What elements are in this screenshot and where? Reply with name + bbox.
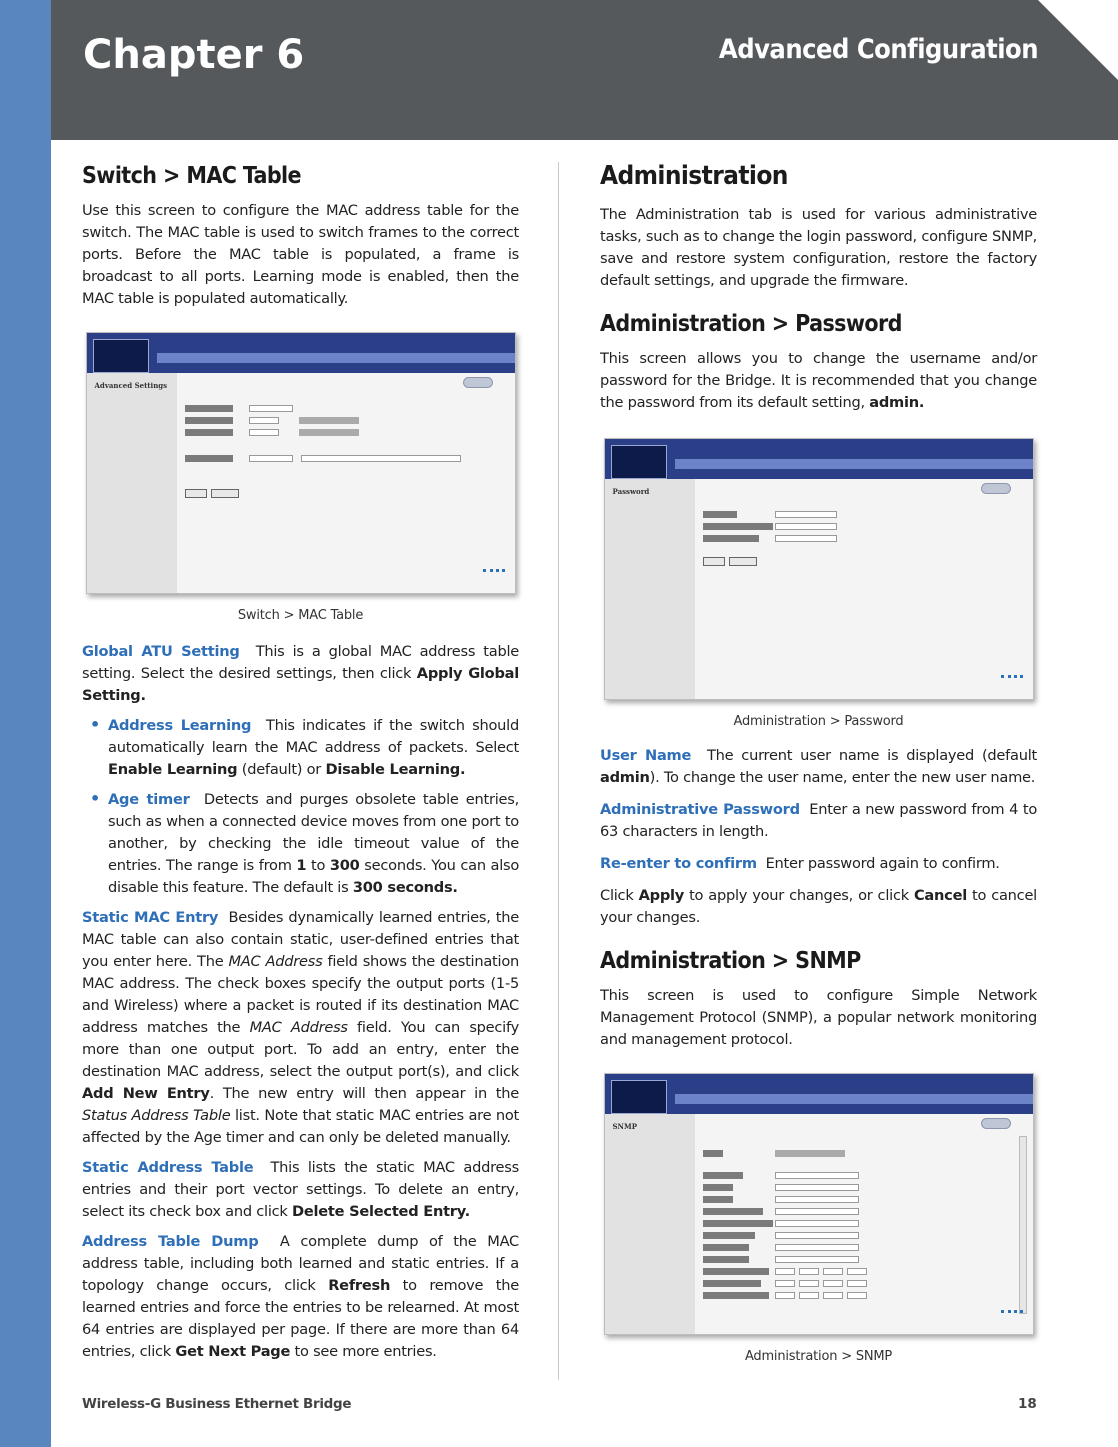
password-screenshot: Password (604, 438, 1034, 700)
reenter-text1: Enter password again to confirm. (765, 855, 1000, 872)
footer-page-number: 18 (1018, 1396, 1037, 1412)
address-learning-text (108, 715, 519, 781)
address-learning-bullet: • Address Learning This indicates if the switch should automatically learn the MAC address of packets. Select Enable Learning (default) or Disable Learning. (82, 715, 519, 781)
user-name-text1: The current user name is displayed (default (706, 747, 1037, 764)
snmp-screenshot: SNMP (604, 1073, 1034, 1335)
age-timer-text (108, 789, 519, 899)
password-caption: Administration > Password (733, 714, 904, 729)
left-column (82, 160, 519, 1363)
dump-text2: to remove the learned entries and force the entries to be relearned. At most 64 entries are displayed per page. If there are more than 64 entries, click (82, 1277, 519, 1360)
age-timer-bold1: 1 (296, 857, 307, 874)
chapter-title: Chapter 6 (83, 32, 305, 78)
mac-table-intro: Use this screen to configure the MAC address table for the switch. The MAC table is used to switch frames to the correct ports. Before the MAC table is populated, a frame is broadcast to all ports. Learning mode is enabled, then the MAC table is populated automatically. (82, 202, 519, 307)
chapter-header (51, 0, 1118, 140)
age-timer-bold3: 300 seconds. (352, 879, 458, 896)
age-timer-text3: seconds. You can also disable this feature. The default is (108, 857, 520, 896)
reenter-paragraph (600, 853, 1037, 875)
apply-text3: to cancel your changes. (600, 887, 1037, 926)
user-name-text2: ). To change the user name, enter the new user name. (649, 769, 1036, 786)
snmp-caption: Administration > SNMP (744, 1349, 893, 1364)
age-timer-term: Age timer (108, 791, 190, 808)
mac-table-heading: Switch > MAC Table (82, 163, 301, 189)
admin-password-paragraph (600, 799, 1037, 843)
apply-text2: to apply your changes, or click (689, 887, 909, 904)
static-mac-text5: list. Note that static MAC entries are not affected by the Age timer and can only be deleted manually. (82, 1107, 519, 1146)
dump-text1: A complete dump of the MAC address table, including both learned and static entries. If a topology change occurs, click (82, 1233, 519, 1294)
administration-intro: The Administration tab is used for various administrative tasks, such as to change the login password, configure SNMP, save and restore system configuration, restore the factory default settings, and upgrade the firmware. (600, 206, 1037, 289)
static-mac-term: Static MAC Entry (82, 909, 219, 926)
address-learning-bold1: Enable Learning (108, 761, 238, 778)
admin-password-text1: Enter a new password from 4 to 63 characters in length. (600, 801, 1038, 840)
password-intro-bold: admin. (869, 394, 925, 411)
static-mac-italic3: Status Address Table (82, 1107, 231, 1124)
column-divider (558, 162, 559, 1380)
global-atu-paragraph (82, 641, 519, 707)
right-column (600, 160, 1037, 1364)
global-atu-term: Global ATU Setting (82, 643, 240, 660)
age-timer-text2: to (311, 857, 326, 874)
dump-bold2: Get Next Page (175, 1343, 291, 1360)
left-color-stripe (0, 0, 51, 1447)
section-title: Advanced Configuration (718, 34, 1038, 65)
apply-bold1: Apply (638, 887, 685, 904)
static-table-text1: This lists the static MAC address entries and their port vector settings. To delete an entry, select its check box and click (82, 1159, 519, 1220)
age-timer-bold2: 300 (329, 857, 360, 874)
dump-paragraph (82, 1231, 519, 1363)
dump-term: Address Table Dump (82, 1233, 259, 1250)
apply-bold2: Cancel (913, 887, 967, 904)
reenter-term: Re-enter to confirm (600, 855, 757, 872)
mac-table-screenshot: Advanced Settings (86, 332, 516, 594)
static-mac-text3: field. You can specify more than one output port. To add an entry, enter the destination MAC address, select the output port(s), and click (82, 1019, 520, 1080)
address-learning-bold2: Disable Learning. (325, 761, 466, 778)
dump-bold1: Refresh (328, 1277, 391, 1294)
address-learning-text1: This indicates if the switch should automatically learn the MAC address of packets. Select (108, 717, 519, 756)
administration-heading: Administration (600, 161, 788, 191)
address-learning-term: Address Learning (108, 717, 252, 734)
static-table-term: Static Address Table (82, 1159, 254, 1176)
footer-product: Wireless-G Business Ethernet Bridge (82, 1396, 352, 1412)
static-table-paragraph (82, 1157, 519, 1223)
static-mac-paragraph (82, 907, 519, 1149)
apply-paragraph (600, 885, 1037, 929)
global-atu-bold: Apply Global Setting. (82, 665, 519, 704)
static-mac-bold1: Add New Entry (82, 1085, 210, 1102)
static-mac-italic2: MAC Address (249, 1019, 348, 1036)
user-name-term: User Name (600, 747, 692, 764)
apply-text1: Click (600, 887, 634, 904)
dump-text3: to see more entries. (294, 1343, 437, 1360)
age-timer-bullet: • Age timer Detects and purges obsolete table entries, such as when a connected device moves from one port to another, by checking the idle timeout value of the entries. The range is from 1 to 300 seconds. You can also disable this feature. The default is 300 seconds. (82, 789, 519, 899)
static-mac-text1: Besides dynamically learned entries, the MAC table can also contain static, user-defined entries that you enter here. The (82, 909, 519, 970)
snmp-intro: This screen is used to configure Simple Network Management Protocol (SNMP), a popular network monitoring and management protocol. (600, 987, 1037, 1048)
static-mac-text4: . The new entry will then appear in the (209, 1085, 519, 1102)
admin-password-term: Administrative Password (600, 801, 800, 818)
age-timer-text1: Detects and purges obsolete table entries, such as when a connected device moves from one port to another, by checking the idle timeout value of the entries. The range is from (108, 791, 520, 874)
static-mac-italic1: MAC Address (228, 953, 323, 970)
mac-table-caption: Switch > MAC Table (237, 608, 364, 623)
global-atu-text: This is a global MAC address table setting. Select the desired settings, then click (82, 643, 519, 682)
password-intro (600, 348, 1037, 414)
header-corner (1038, 0, 1118, 80)
user-name-paragraph (600, 745, 1037, 789)
user-name-bold1: admin (600, 769, 650, 786)
address-learning-text2: (default) or (241, 761, 322, 778)
static-mac-text2: field shows the destination MAC address. The check boxes specify the output ports (1-5 and Wireless) where a packet is routed if its destination MAC address matches the (82, 953, 520, 1036)
password-heading: Administration > Password (600, 311, 902, 337)
static-table-bold1: Delete Selected Entry. (292, 1203, 470, 1220)
password-intro-text: This screen allows you to change the username and/or password for the Bridge. It is recommended that you change the password from its default setting, (600, 350, 1037, 411)
snmp-heading: Administration > SNMP (600, 948, 861, 974)
